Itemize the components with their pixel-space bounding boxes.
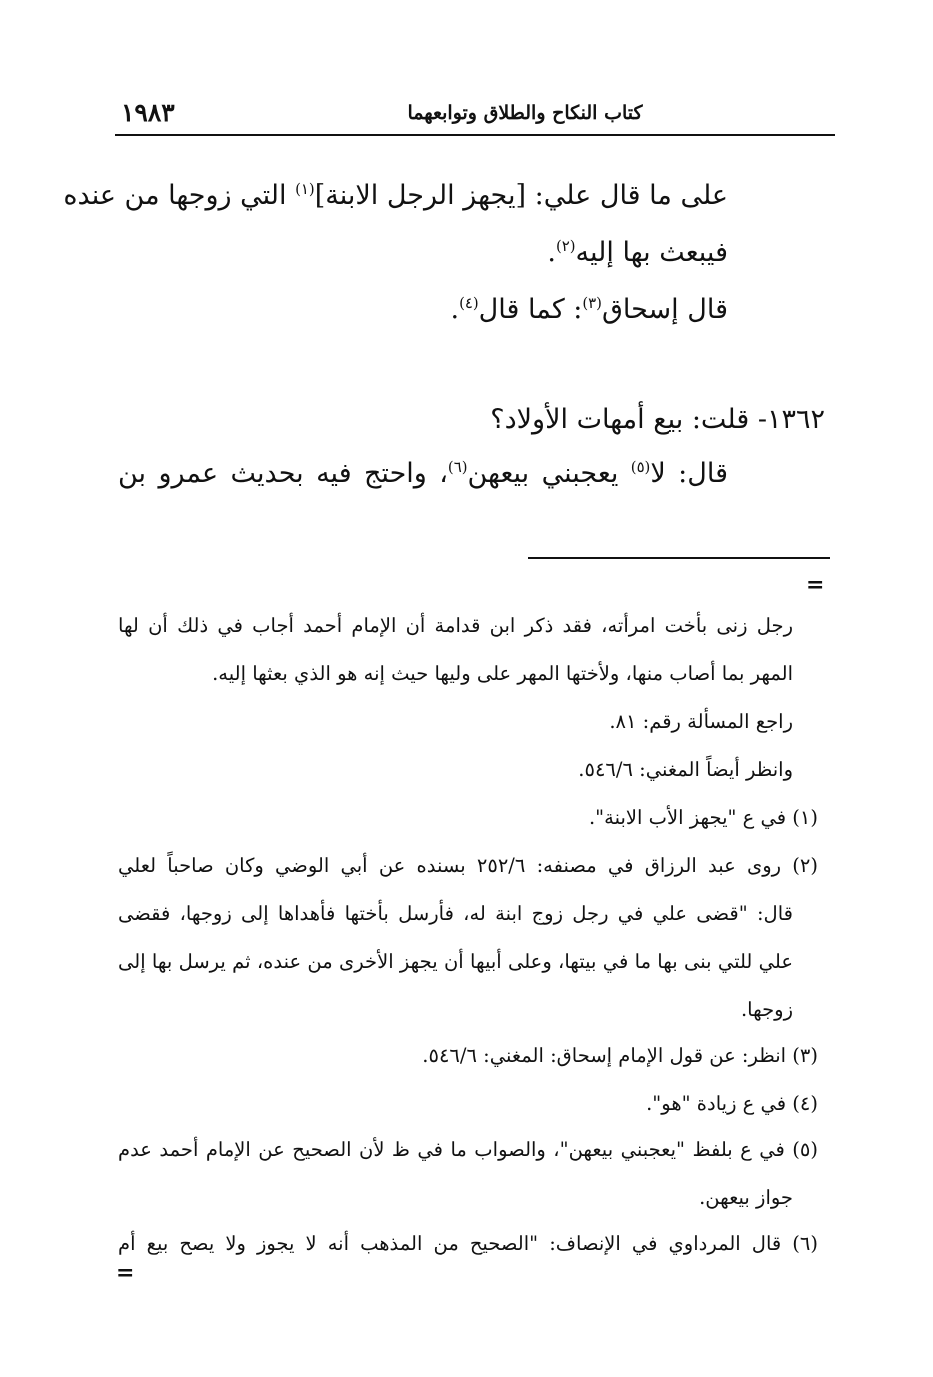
footnote-2-line-1: (٢) روى عبد الرزاق في مصنفه: ٢٥٢/٦ بسنده عن أبي الوضي وكان صاحباً لعلي — [118, 854, 818, 877]
footnote-ref-6[interactable]: (٦) — [447, 458, 468, 476]
page-number: ١٩٨٣ — [121, 98, 175, 127]
footnote-2-line-2: قال: "قضى علي في رجل زوج ابنة له، فأرسل بأختها فأهداها إلى زوجها، فقضى — [118, 902, 793, 925]
footnote-continuation-line-2: المهر بما أصاب منها، ولأختها المهر على وليها حيث إنه هو الذي بعثها إليه. — [212, 662, 793, 685]
footnote-continuation-line-1: رجل زنى بأخت امرأته، فقد ذكر ابن قدامة أن الإمام أحمد أجاب في ذلك أن لها — [118, 614, 793, 637]
footnote-2-line-3: علي للتي بنى بها ما في بيتها، وعلى أبيها أن يجهز الأخرى من عنده، ثم يرسل بها إلى — [118, 950, 793, 973]
footnote-ref-4[interactable]: (٤) — [459, 294, 479, 312]
footnote-1: (١) في ع "يجهز الأب الابنة". — [588, 806, 818, 829]
main-line-2: فيبعث بها إليه$^{(٢)}$. — [547, 237, 728, 268]
footnote-6-line-1: (٦) قال المرداوي في الإنصاف: "الصحيح من المذهب أنه لا يجوز ولا يصح بيع أم — [118, 1232, 818, 1255]
footnote-separator — [528, 557, 830, 559]
main-line-3: قال إسحاق$^{(٣)}$: كما قال$^{(٤)}$. — [450, 294, 728, 325]
main-line-1: على ما قال علي: [يجهز الرجل الابنة]$^{(١)}$ التي زوجها من عنده — [63, 180, 728, 211]
footnote-continuation-line-3: راجع المسألة رقم: ٨١. — [609, 710, 793, 733]
footnote-3: (٣) انظر: عن قول الإمام إسحاق: المغني: ٥٤٦/٦. — [422, 1044, 818, 1067]
answer-line: قال: لا$^{(٥)}$ يعجبني بيعهن$^{(٦)}$، واحتج فيه بحديث عمرو بن — [118, 458, 728, 489]
footnote-5-line-2: جواز بيعهن. — [699, 1186, 793, 1209]
footnote-continuation-line-4: وانظر أيضاً المغني: ٥٤٦/٦. — [578, 758, 793, 781]
footnote-ref-5[interactable]: (٥) — [630, 458, 651, 476]
page-header — [115, 96, 835, 136]
footnote-ref-3[interactable]: (٣) — [582, 294, 602, 312]
footnote-ref-1[interactable]: (١) — [295, 180, 315, 198]
continuation-mark-top: = — [806, 572, 825, 598]
running-title: كتاب النكاح والطلاق وتوابعهما — [407, 102, 643, 124]
question-line: ١٣٦٢- قلت: بيع أمهات الأولاد؟ — [490, 404, 825, 435]
footnote-5-line-1: (٥) في ع بلفظ "يعجبني بيعهن"، والصواب ما في ظ لأن الصحيح عن الإمام أحمد عدم — [118, 1138, 818, 1161]
footnote-4: (٤) في ع زيادة "هو". — [646, 1092, 818, 1115]
footnote-2-line-4: زوجها. — [740, 998, 793, 1021]
continuation-mark-bottom: = — [116, 1260, 135, 1286]
footnote-ref-2[interactable]: (٢) — [555, 237, 576, 255]
